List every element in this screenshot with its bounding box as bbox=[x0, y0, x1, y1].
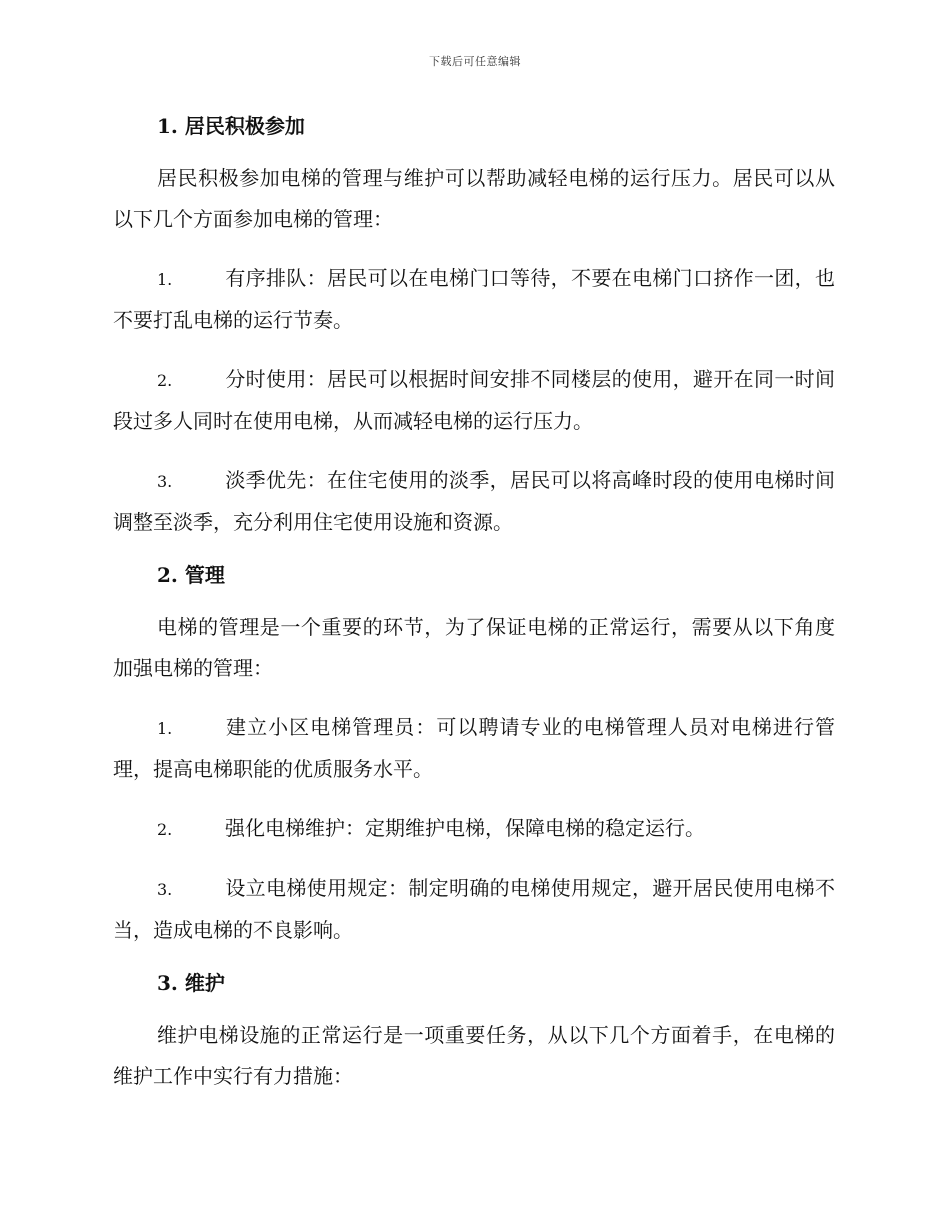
section-intro-3: 维护电梯设施的正常运行是一项重要任务，从以下几个方面着手，在电梯的维护工作中实行有力措施： bbox=[113, 1023, 835, 1088]
list-item-text: 强化电梯维护：定期维护电梯，保障电梯的稳定运行。 bbox=[225, 816, 705, 840]
list-item-number: 3. bbox=[157, 472, 173, 491]
section-heading-1: 1. 居民积极参加 bbox=[157, 114, 305, 138]
section-heading-3: 3. 维护 bbox=[157, 971, 225, 995]
section-intro-2: 电梯的管理是一个重要的环节，为了保证电梯的正常运行，需要从以下角度加强电梯的管理： bbox=[113, 615, 835, 680]
list-item bbox=[113, 258, 835, 341]
document-body bbox=[113, 108, 835, 1097]
list-item-text: 有序排队：居民可以在电梯门口等待，不要在电梯门口挤作一团，也不要打乱电梯的运行节奏。 bbox=[113, 266, 835, 332]
list-item bbox=[113, 808, 835, 850]
list-item-number: 3. bbox=[157, 880, 173, 899]
list-item-text: 设立电梯使用规定：制定明确的电梯使用规定，避开居民使用电梯不当，造成电梯的不良影响。 bbox=[113, 876, 835, 942]
list-item bbox=[113, 359, 835, 442]
list-item-text: 分时使用：居民可以根据时间安排不同楼层的使用，避开在同一时间段过多人同时在使用电梯，从而减轻电梯的运行压力。 bbox=[113, 367, 835, 433]
list-item bbox=[113, 707, 835, 790]
section-intro-1: 居民积极参加电梯的管理与维护可以帮助减轻电梯的运行压力。居民可以从以下几个方面参加电梯的管理： bbox=[113, 166, 835, 231]
list-item-number: 1. bbox=[157, 270, 173, 289]
section-heading-2: 2. 管理 bbox=[157, 563, 225, 587]
list-item-number: 2. bbox=[157, 820, 173, 839]
list-item bbox=[113, 868, 835, 951]
list-item-text: 淡季优先：在住宅使用的淡季，居民可以将高峰时段的使用电梯时间调整至淡季，充分利用住宅使用设施和资源。 bbox=[113, 468, 835, 534]
list-item-text: 建立小区电梯管理员：可以聘请专业的电梯管理人员对电梯进行管理，提高电梯职能的优质服务水平。 bbox=[113, 715, 835, 781]
list-item-number: 2. bbox=[157, 371, 173, 390]
page-header: 下载后可任意编辑 bbox=[429, 55, 521, 68]
list-item-number: 1. bbox=[157, 719, 173, 738]
list-item bbox=[113, 460, 835, 543]
